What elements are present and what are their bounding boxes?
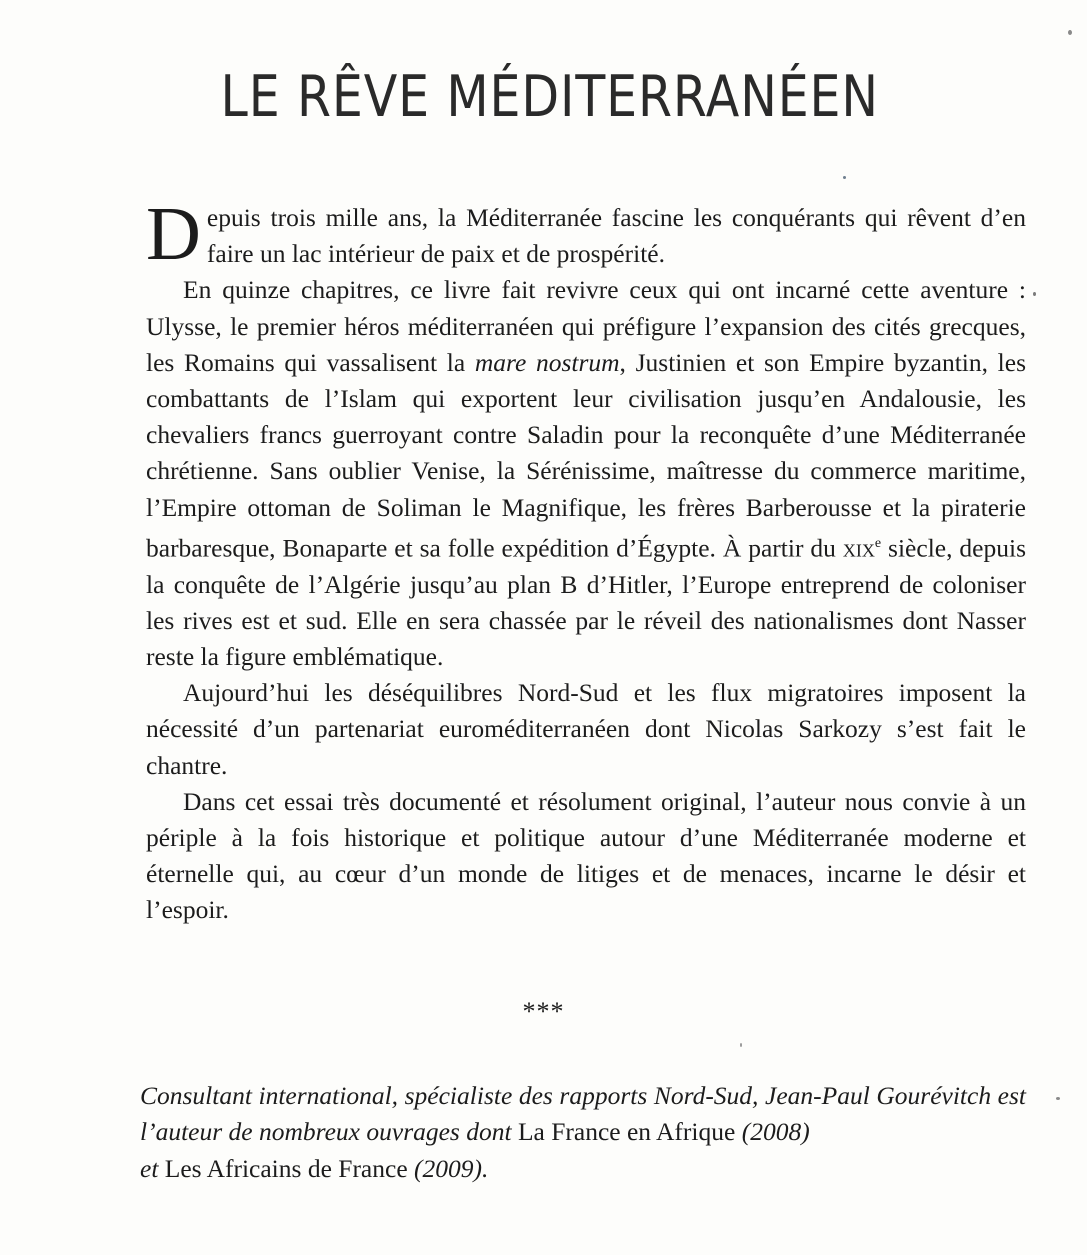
drop-cap: D — [146, 192, 201, 276]
author-book-2-year: (2009). — [407, 1153, 489, 1183]
section-separator: *** — [522, 997, 565, 1026]
century-numeral: xix — [842, 533, 875, 563]
century-superscript: e — [874, 535, 882, 551]
page-title: LE RÊVE MÉDITERRANÉEN — [220, 64, 879, 130]
paragraph-2-part2: , Justinien et son Empire byzantin, les combattants de l’Islam qui exportent leur civilisation jusqu’en Andalousie, les chevaliers francs guerroyant contre Saladin pour la reconquête d’une Méditerranée chrétienne. Sans oublier Venise, la Sérénissime, maîtresse du commerce maritime, l’Empire ottoman de Soliman le Magnifique, les frères Barberousse et la piraterie barbaresque, Bonaparte et sa folle expédition d’Égypte. À partir du — [146, 347, 1026, 563]
paragraph-4: Dans cet essai très documenté et résolument original, l’auteur nous convie à un périple à la fois historique et politique autour d’une Méditerranée moderne et éternelle qui, au cœur d’un monde de litiges et de menaces, incarne le désir et l’espoir. — [146, 786, 1026, 925]
paragraph-1 — [146, 192, 1026, 276]
paper-speck — [1033, 292, 1036, 296]
paragraph-2-part3: siècle, depuis la conquête de l’Algérie jusqu’au plan B d’Hitler, l’Europe entreprend de coloniser les rives est et sud. Elle en sera chassée par le réveil des nationalismes dont Nasser reste la figure emblématique. — [146, 533, 1026, 671]
paper-speck — [1068, 30, 1072, 35]
paragraph-2-italic: mare nostrum — [474, 347, 620, 377]
author-note-part1: Consultant international, spécialiste des rapports Nord-Sud, Jean-Paul Gourévitch est l’auteur de nombreux ouvrages dont — [140, 1081, 1026, 1147]
author-book-1-year: (2008) — [735, 1117, 810, 1147]
author-note-part2: et — [140, 1153, 165, 1183]
paragraph-1-text: epuis trois mille ans, la Méditerranée fascine les conquérants qui rêvent d’en faire un lac intérieur de paix et de prospérité. — [206, 203, 1026, 269]
blurb-body — [146, 192, 1026, 929]
paper-speck — [740, 1043, 742, 1047]
author-book-1: La France en Afrique — [517, 1117, 736, 1147]
paragraph-2-part1: En quinze chapitres, ce livre fait revivre ceux qui ont incarné cette aventure : Ulysse, le premier héros méditerranéen qui préfigure l’expansion des cités grecques, les Romains qui vassalisent la — [146, 275, 1026, 377]
author-note — [140, 1078, 1026, 1187]
author-book-2: Les Africains de France — [164, 1153, 408, 1183]
paper-speck — [1056, 1097, 1060, 1100]
paragraph-3: Aujourd’hui les déséquilibres Nord-Sud et les flux migratoires imposent la nécessité d’un partenariat euroméditerranéen dont Nicolas Sarkozy s’est fait le chantre. — [146, 678, 1026, 780]
paragraph-2 — [146, 272, 1026, 675]
paper-speck — [843, 176, 846, 179]
